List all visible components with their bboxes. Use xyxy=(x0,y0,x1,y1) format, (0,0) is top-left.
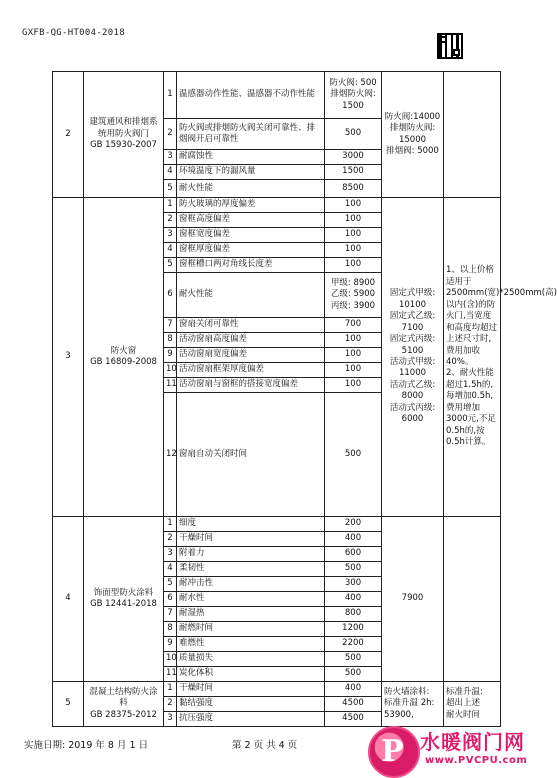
test-price: 100 xyxy=(325,258,382,273)
test-price: 400 xyxy=(325,532,382,547)
sub-number: 2 xyxy=(164,697,177,712)
test-item: 窗框高度偏差 xyxy=(177,213,325,228)
document-code: GXFB-QG-HT004-2018 xyxy=(22,28,125,38)
test-item: 耐燃时间 xyxy=(177,622,325,637)
pricing-table xyxy=(52,71,557,727)
test-item: 防火阀或排烟防火阀关闭可靠性、排烟阀开启可靠性 xyxy=(177,119,325,150)
test-price: 100 xyxy=(325,213,382,228)
test-price: 100 xyxy=(325,228,382,243)
test-price: 500 xyxy=(325,393,382,517)
sub-number: 2 xyxy=(164,532,177,547)
sub-number: 10 xyxy=(164,363,177,378)
test-item: 炭化体积 xyxy=(177,667,325,682)
remarks: 标准升温: 超出上述 耐火时间 xyxy=(444,682,501,727)
sub-number: 6 xyxy=(164,592,177,607)
sub-number: 5 xyxy=(164,180,177,198)
sub-number: 3 xyxy=(164,228,177,243)
test-price: 100 xyxy=(325,333,382,348)
sub-number: 2 xyxy=(164,213,177,228)
test-item: 干燥时间 xyxy=(177,682,325,697)
site-watermark xyxy=(368,724,548,776)
test-item: 环境温度下的漏风量 xyxy=(177,165,325,180)
sub-number: 3 xyxy=(164,712,177,727)
test-item: 耐火性能 xyxy=(177,180,325,198)
sub-number: 11 xyxy=(164,378,177,393)
total-price: 防火阀:14000 排烟防火阀: 15000 排烟阀: 5000 xyxy=(382,72,444,198)
table-row xyxy=(53,682,501,697)
test-price: 200 xyxy=(325,517,382,532)
sub-number: 8 xyxy=(164,622,177,637)
test-price: 防火阀: 500 排烟防火阀: 1500 xyxy=(325,72,382,119)
test-item: 附着力 xyxy=(177,547,325,562)
test-item: 耐冲击性 xyxy=(177,577,325,592)
total-price: 防火墙涂料: 标准升温 2h: 53900, xyxy=(382,682,444,727)
sub-number: 12 xyxy=(164,393,177,517)
sub-number: 1 xyxy=(164,517,177,532)
sub-number: 10 xyxy=(164,652,177,667)
test-price: 2200 xyxy=(325,637,382,652)
test-price: 800 xyxy=(325,607,382,622)
test-price: 700 xyxy=(325,318,382,333)
test-price: 4500 xyxy=(325,712,382,727)
row-number: 2 xyxy=(53,72,84,198)
sub-number: 7 xyxy=(164,607,177,622)
product-name: 饰面型防火涂料 GB 12441-2018 xyxy=(84,517,164,682)
logo-icon xyxy=(368,726,420,778)
product-name: 防火窗 GB 16809-2008 xyxy=(84,198,164,517)
logo-letter: P xyxy=(381,734,404,769)
test-item: 干燥时间 xyxy=(177,532,325,547)
test-item: 温感器动作性能、温感器不动作性能 xyxy=(177,72,325,119)
effective-date: 实施日期: 2019 年 8 月 1 日 xyxy=(24,740,149,751)
test-item: 黏结强度 xyxy=(177,697,325,712)
test-price: 500 xyxy=(325,667,382,682)
test-item: 窗框槽口两对角线长度差 xyxy=(177,258,325,273)
test-item: 窗框宽度偏差 xyxy=(177,228,325,243)
sub-number: 3 xyxy=(164,150,177,165)
test-price: 3000 xyxy=(325,150,382,165)
product-name: 建筑通风和排烟系统用防火阀门 GB 15930-2007 xyxy=(84,72,164,198)
test-item: 细度 xyxy=(177,517,325,532)
product-name: 混凝土结构防火涂料 GB 28375-2012 xyxy=(84,682,164,727)
test-item: 抗压强度 xyxy=(177,712,325,727)
sub-number: 3 xyxy=(164,547,177,562)
test-item: 耐湿热 xyxy=(177,607,325,622)
sub-number: 6 xyxy=(164,273,177,318)
test-price: 100 xyxy=(325,348,382,363)
sub-number: 5 xyxy=(164,258,177,273)
test-price: 400 xyxy=(325,592,382,607)
test-price: 100 xyxy=(325,378,382,393)
test-item: 质量损失 xyxy=(177,652,325,667)
test-price: 甲级: 8900 乙级: 5900 丙级: 3900 xyxy=(325,273,382,318)
remarks xyxy=(444,517,501,682)
test-item: 耐火性能 xyxy=(177,273,325,318)
test-price: 1200 xyxy=(325,622,382,637)
sub-number: 7 xyxy=(164,318,177,333)
test-price: 100 xyxy=(325,363,382,378)
remarks: 1、以上价格适用于2500mm(宽)*2500mm(高)以内(含)的防火门,当宽度和高度均超过上述尺寸时,费用加收40%。 2、耐火性能超过1.5h的,每增加0.5h,费用增加3000元,不足0.5h的,按0.5h计算。 xyxy=(444,198,501,517)
sub-number: 4 xyxy=(164,243,177,258)
watermark-title: 水暖阀门网 xyxy=(420,730,525,754)
test-price: 8500 xyxy=(325,180,382,198)
test-item: 活动窗扇宽度偏差 xyxy=(177,348,325,363)
row-number: 5 xyxy=(53,682,84,727)
qr-code-icon xyxy=(437,33,463,59)
table-row xyxy=(53,72,501,119)
table-row xyxy=(53,517,501,532)
table-row xyxy=(53,198,501,213)
test-item: 难燃性 xyxy=(177,637,325,652)
test-price: 500 xyxy=(325,652,382,667)
page-number: 第 2 页 共 4 页 xyxy=(232,740,298,751)
test-price: 1500 xyxy=(325,165,382,180)
watermark-url: www.PVCPU.com xyxy=(425,755,528,766)
test-item: 活动窗扇高度偏差 xyxy=(177,333,325,348)
test-price: 400 xyxy=(325,682,382,697)
test-item: 耐水性 xyxy=(177,592,325,607)
sub-number: 1 xyxy=(164,682,177,697)
test-item: 窗扇关闭可靠性 xyxy=(177,318,325,333)
test-item: 活动窗扇框架厚度偏差 xyxy=(177,363,325,378)
test-item: 窗扇自动关闭时间 xyxy=(177,393,325,517)
test-price: 4500 xyxy=(325,697,382,712)
sub-number: 9 xyxy=(164,348,177,363)
test-price: 100 xyxy=(325,243,382,258)
test-price: 100 xyxy=(325,198,382,213)
test-price: 300 xyxy=(325,577,382,592)
sub-number: 4 xyxy=(164,165,177,180)
test-item: 耐腐蚀性 xyxy=(177,150,325,165)
row-number: 3 xyxy=(53,198,84,517)
sub-number: 11 xyxy=(164,667,177,682)
sub-number: 9 xyxy=(164,637,177,652)
test-item: 窗框厚度偏差 xyxy=(177,243,325,258)
row-number: 4 xyxy=(53,517,84,682)
sub-number: 1 xyxy=(164,198,177,213)
remarks xyxy=(444,72,501,198)
test-price: 600 xyxy=(325,547,382,562)
test-price: 500 xyxy=(325,119,382,150)
sub-number: 2 xyxy=(164,119,177,150)
test-item: 防火玻璃的厚度偏差 xyxy=(177,198,325,213)
sub-number: 5 xyxy=(164,577,177,592)
sub-number: 8 xyxy=(164,333,177,348)
total-price: 固定式甲级: 10100 固定式乙级: 7100 固定式丙级: 5100 活动式甲级: 11000 活动式乙级: 8000 活动式丙级: 6000 xyxy=(382,198,444,517)
sub-number: 1 xyxy=(164,72,177,119)
test-price: 500 xyxy=(325,562,382,577)
test-item: 活动窗扇与窗框的搭接宽度偏差 xyxy=(177,378,325,393)
sub-number: 4 xyxy=(164,562,177,577)
total-price: 7900 xyxy=(382,517,444,682)
test-item: 柔韧性 xyxy=(177,562,325,577)
